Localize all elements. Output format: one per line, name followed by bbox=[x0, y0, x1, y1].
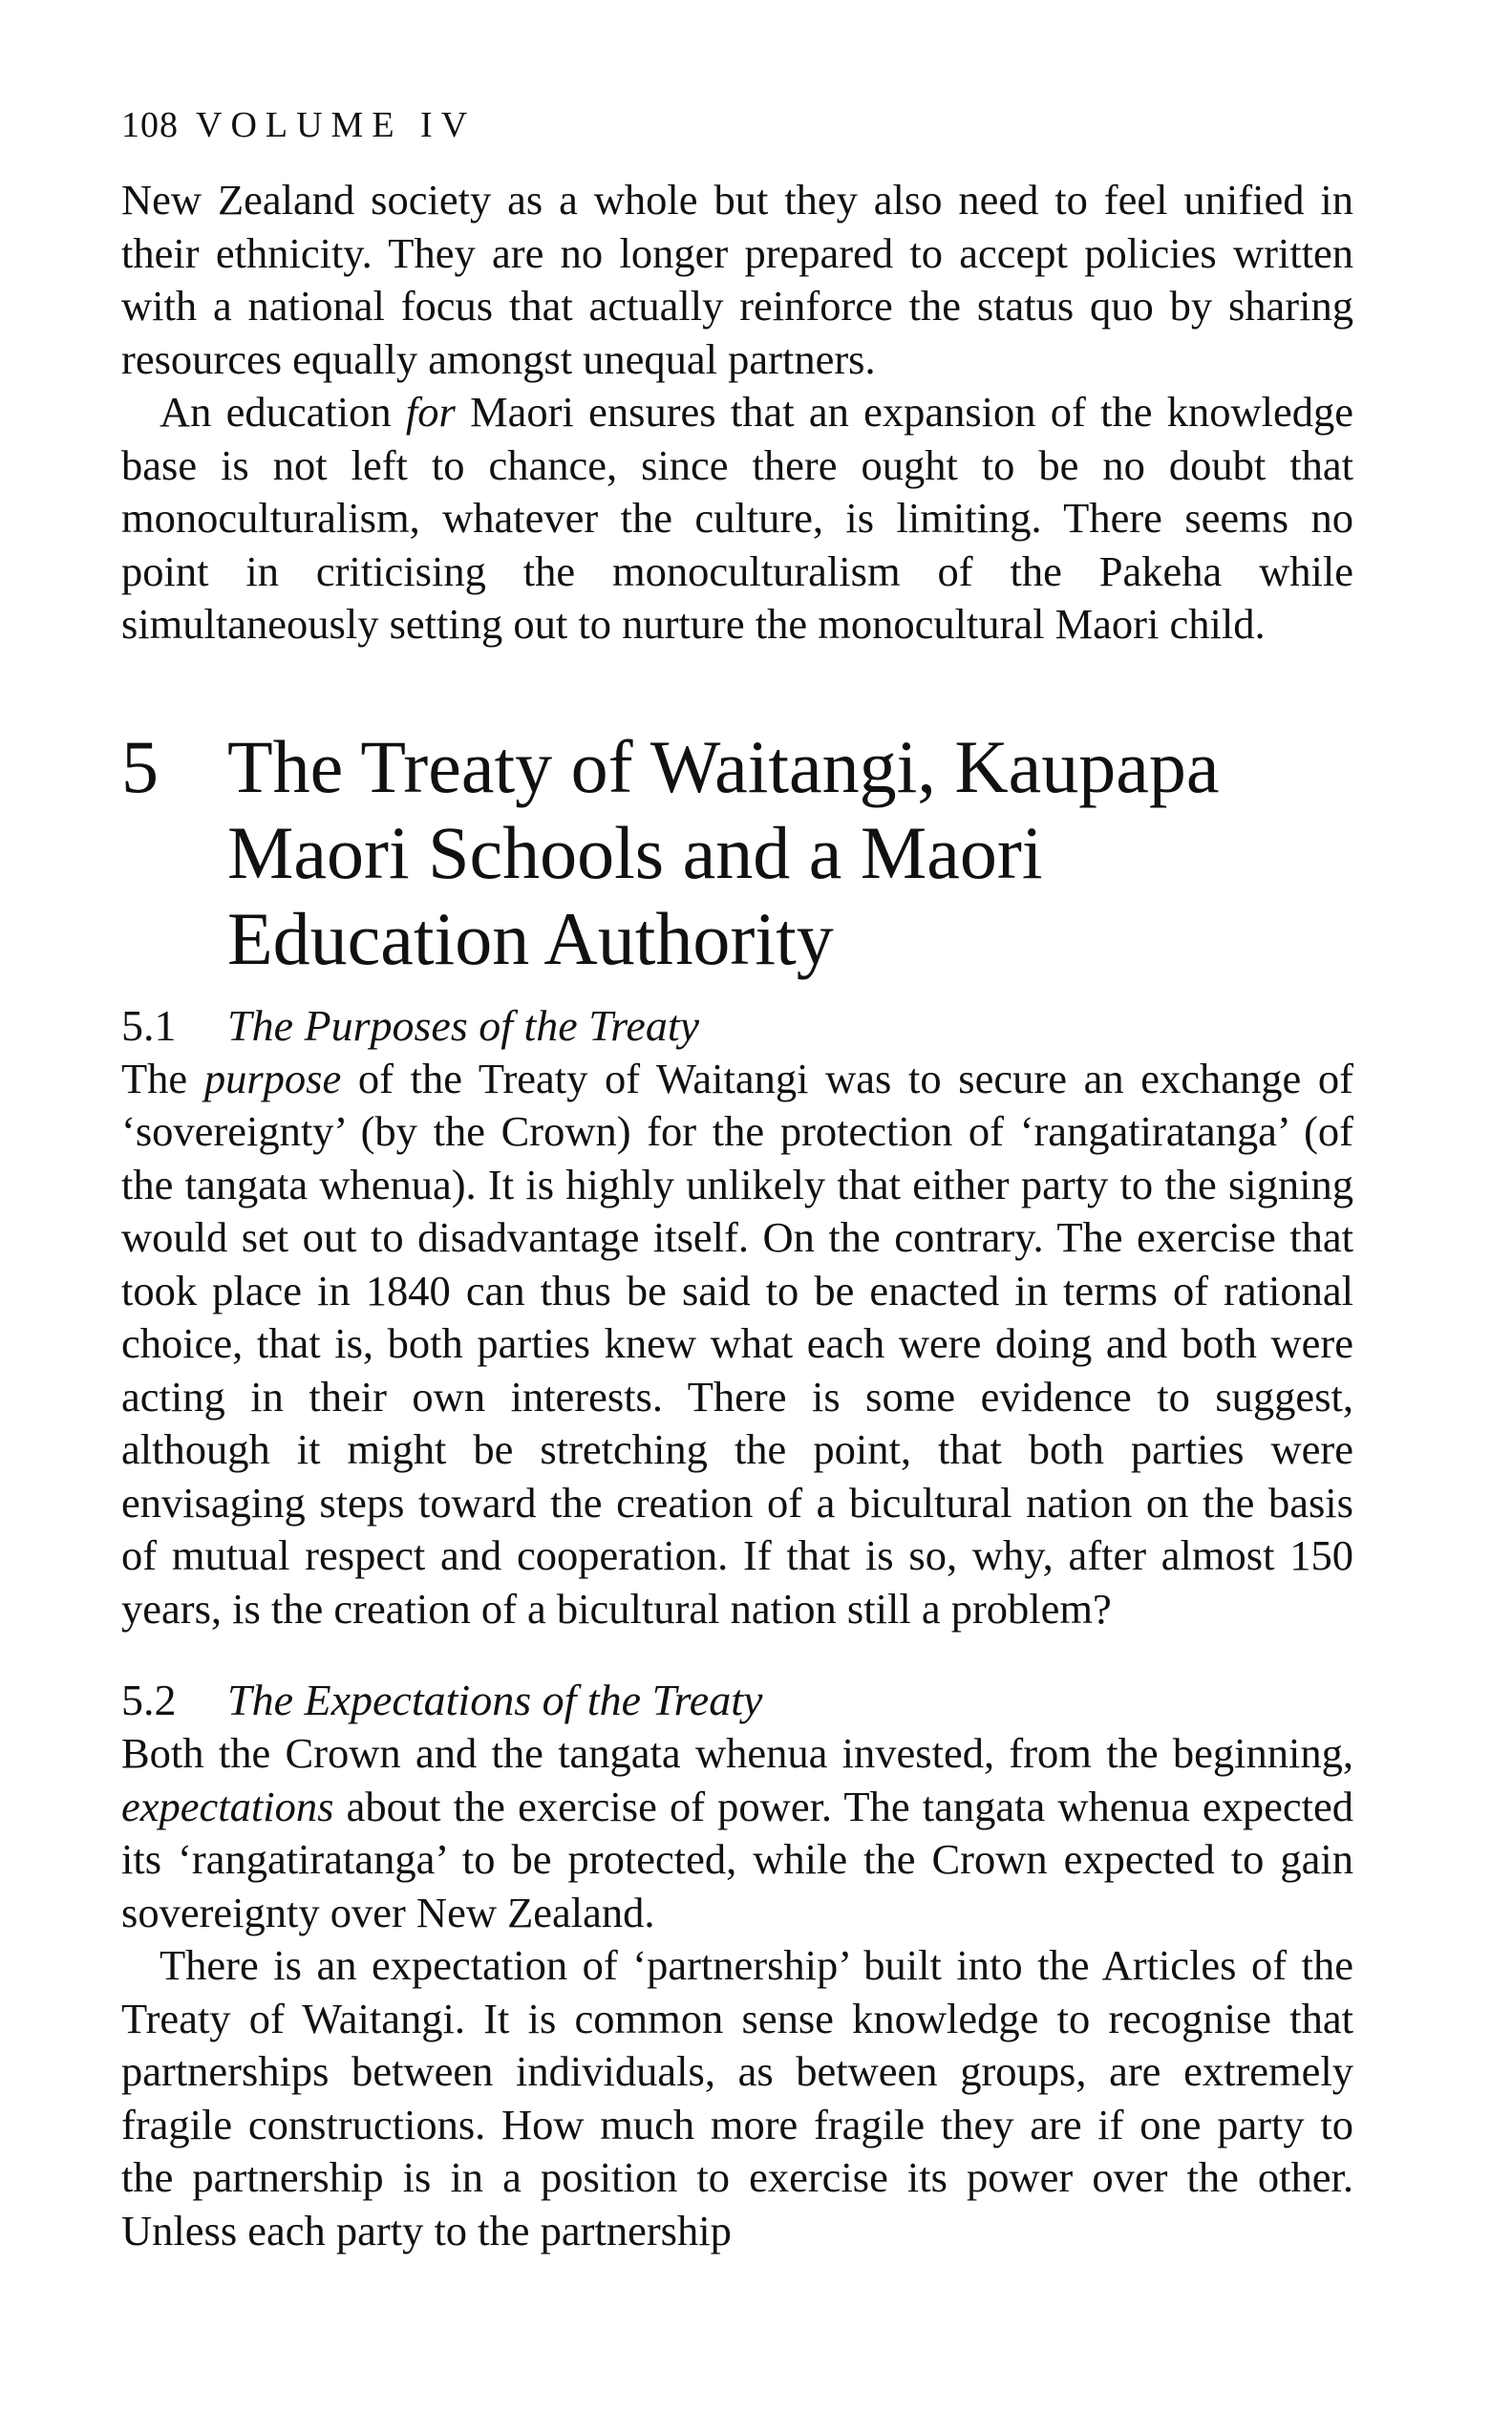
chapter-heading bbox=[121, 724, 1353, 982]
section-5-2-paragraph-1: Both the Crown and the tangata whenua invested, from the beginning, expectations about the exercise of power. The tangata whenua expected its ‘rangatiratanga’ to be protected, while the Crown expected to gain sovereignty over New Zealand. bbox=[121, 1729, 1353, 1936]
chapter-title: The Treaty of Waitangi, Kaupapa Maori Schools and a Maori Education Authority bbox=[227, 724, 1220, 980]
intro-paragraph-2: An education for Maori ensures that an expansion of the knowledge base is not left to chance, since there ought to be no doubt that monoculturalism, whatever the culture, is limiting. There seems no point in criticising the monoculturalism of the Pakeha while simultaneously setting out to nurture the monocultural Maori child. bbox=[121, 388, 1354, 648]
section-heading-5-2 bbox=[121, 1674, 1353, 1727]
section-number: 5.2 bbox=[121, 1676, 177, 1724]
section-title: The Purposes of the Treaty bbox=[227, 1000, 700, 1050]
volume-label: VOLUME IV bbox=[196, 105, 477, 145]
intro-paragraph-1: New Zealand society as a whole but they also need to feel unified in their ethnicity. They are no longer prepared to accept policies written with a national focus that actually reinforce the status quo by sharing resources equally amongst unequal partners. bbox=[121, 176, 1353, 383]
section-heading-5-1 bbox=[121, 999, 1353, 1053]
page-number: 108 bbox=[121, 105, 179, 145]
section-number: 5.1 bbox=[121, 1000, 177, 1050]
section-5-1-paragraph: The purpose of the Treaty of Waitangi was to secure an exchange of ‘sovereignty’ (by the Crown) for the protection of ‘rangatiratanga’ (of the tangata whenua). It is highly unlikely that either party to the signing would set out to disadvantage itself. On the contrary. The exercise that took place in 1840 can thus be said to be enacted in terms of rational choice, that is, both parties knew what each were doing and both were acting in their own interests. There is some evidence to suggest, although it might be stretching the point, that both parties were envisaging steps toward the creation of a bicultural nation on the basis of mutual respect and cooperation. If that is so, why, after almost 150 years, is the creation of a bicultural nation still a problem? bbox=[121, 1054, 1353, 1633]
section-title: The Expectations of the Treaty bbox=[227, 1676, 763, 1724]
chapter-number: 5 bbox=[121, 724, 159, 808]
running-head bbox=[121, 107, 1353, 164]
book-page bbox=[121, 107, 1353, 2257]
section-5-2-paragraph-2: There is an expectation of ‘partnership’ built into the Articles of the Treaty of Waitangi. It is common sense knowledge to recognise that partnerships between individuals, as between groups, are extremely fragile constructions. How much more fragile they are if one party to the partnership is in a position to exercise its power over the other. Unless each party to the partnership bbox=[121, 1941, 1353, 2255]
